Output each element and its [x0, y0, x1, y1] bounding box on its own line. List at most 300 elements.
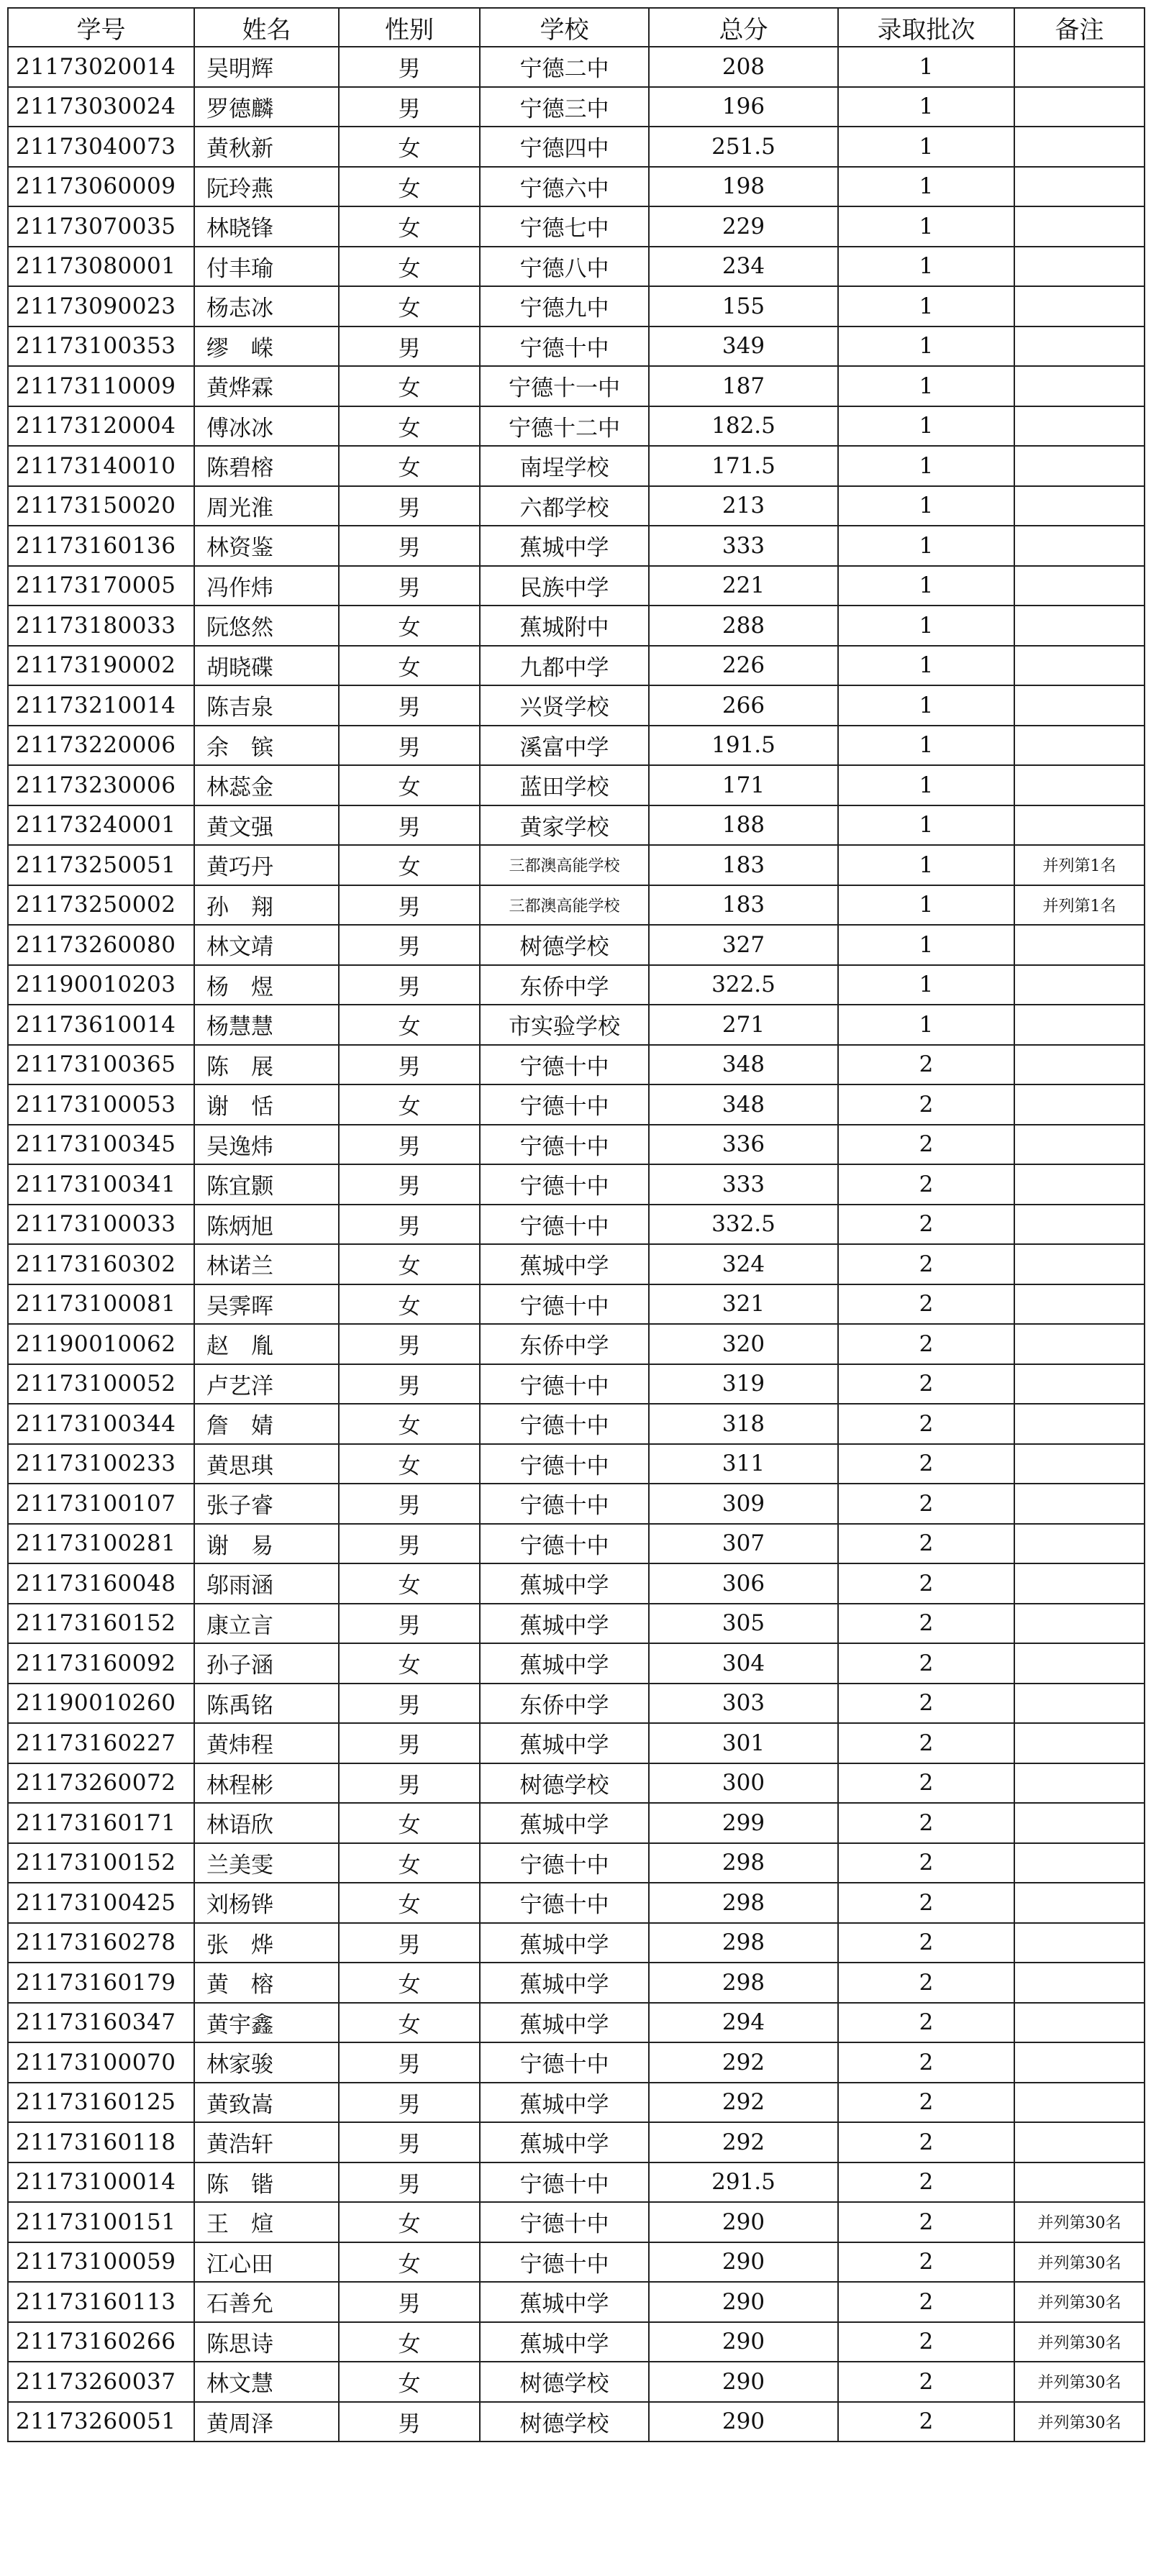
- cell-name: 谢 恬: [194, 1084, 339, 1125]
- cell-gender: 女: [339, 765, 480, 805]
- cell-student-id: 21173110009: [8, 366, 194, 406]
- cell-name: 康立言: [194, 1604, 339, 1644]
- cell-name: 胡晓碟: [194, 646, 339, 686]
- cell-student-id: 21173060009: [8, 167, 194, 207]
- cell-student-id: 21173100070: [8, 2042, 194, 2083]
- table-row: [8, 1604, 1145, 1644]
- table-row: [8, 1484, 1145, 1524]
- cell-remarks: [1014, 2042, 1145, 2083]
- cell-school: 宁德十中: [480, 1125, 649, 1165]
- cell-name: 詹 婧: [194, 1404, 339, 1444]
- cell-student-id: 21173100344: [8, 1404, 194, 1444]
- cell-remarks: [1014, 1404, 1145, 1444]
- cell-student-id: 21173020014: [8, 47, 194, 87]
- cell-name: 杨志冰: [194, 286, 339, 326]
- cell-student-id: 21173160092: [8, 1643, 194, 1684]
- cell-total-score: 198: [649, 167, 838, 207]
- cell-gender: 女: [339, 446, 480, 486]
- cell-gender: 女: [339, 1005, 480, 1045]
- cell-admission-batch: 2: [838, 1803, 1014, 1843]
- cell-name: 黄秋新: [194, 127, 339, 167]
- cell-school: 树德学校: [480, 2362, 649, 2402]
- table-row: [8, 1803, 1145, 1843]
- table-row: [8, 1324, 1145, 1364]
- cell-remarks: 并列第30名: [1014, 2202, 1145, 2242]
- cell-admission-batch: 1: [838, 47, 1014, 87]
- cell-student-id: 21173100053: [8, 1084, 194, 1125]
- cell-gender: 男: [339, 805, 480, 846]
- cell-name: 陈吉泉: [194, 685, 339, 726]
- cell-name: 黄炜程: [194, 1723, 339, 1763]
- cell-remarks: [1014, 1324, 1145, 1364]
- cell-school: 宁德十中: [480, 1205, 649, 1245]
- cell-remarks: [1014, 1604, 1145, 1644]
- cell-school: 宁德十中: [480, 1045, 649, 1085]
- cell-total-score: 348: [649, 1084, 838, 1125]
- cell-total-score: 251.5: [649, 127, 838, 167]
- cell-remarks: [1014, 566, 1145, 606]
- table-row: [8, 1684, 1145, 1724]
- cell-name: 余 镔: [194, 726, 339, 766]
- cell-school: 蕉城中学: [480, 2322, 649, 2362]
- cell-total-score: 304: [649, 1643, 838, 1684]
- cell-remarks: [1014, 47, 1145, 87]
- cell-remarks: [1014, 286, 1145, 326]
- cell-total-score: 208: [649, 47, 838, 87]
- cell-name: 罗德麟: [194, 87, 339, 127]
- cell-gender: 女: [339, 1084, 480, 1125]
- cell-total-score: 288: [649, 606, 838, 646]
- cell-admission-batch: 1: [838, 87, 1014, 127]
- table-row: [8, 2242, 1145, 2283]
- cell-name: 赵 胤: [194, 1324, 339, 1364]
- table-row: [8, 1524, 1145, 1564]
- cell-remarks: [1014, 925, 1145, 965]
- cell-student-id: 21173100152: [8, 1843, 194, 1883]
- table-row: [8, 1125, 1145, 1165]
- cell-student-id: 21173160113: [8, 2282, 194, 2322]
- table-row: [8, 646, 1145, 686]
- cell-total-score: 171: [649, 765, 838, 805]
- cell-remarks: [1014, 765, 1145, 805]
- cell-total-score: 188: [649, 805, 838, 846]
- cell-remarks: [1014, 1883, 1145, 1923]
- table-row: [8, 1563, 1145, 1604]
- cell-student-id: 21173160278: [8, 1923, 194, 1963]
- cell-admission-batch: 2: [838, 2083, 1014, 2123]
- cell-gender: 女: [339, 2202, 480, 2242]
- cell-remarks: [1014, 2122, 1145, 2162]
- cell-remarks: [1014, 446, 1145, 486]
- cell-student-id: 21173260051: [8, 2402, 194, 2442]
- cell-remarks: [1014, 526, 1145, 566]
- cell-admission-batch: 1: [838, 685, 1014, 726]
- cell-student-id: 21173220006: [8, 726, 194, 766]
- cell-gender: 男: [339, 2083, 480, 2123]
- cell-gender: 女: [339, 286, 480, 326]
- cell-remarks: [1014, 1643, 1145, 1684]
- cell-admission-batch: 2: [838, 2003, 1014, 2043]
- cell-total-score: 348: [649, 1045, 838, 1085]
- cell-student-id: 21190010062: [8, 1324, 194, 1364]
- table-row: [8, 286, 1145, 326]
- cell-school: 六都学校: [480, 486, 649, 526]
- cell-total-score: 309: [649, 1484, 838, 1524]
- cell-name: 林语欣: [194, 1803, 339, 1843]
- cell-name: 陈 锴: [194, 2162, 339, 2203]
- cell-name: 陈 展: [194, 1045, 339, 1085]
- cell-gender: 女: [339, 1284, 480, 1325]
- cell-remarks: 并列第30名: [1014, 2242, 1145, 2283]
- cell-name: 黄周泽: [194, 2402, 339, 2442]
- table-row: [8, 1164, 1145, 1205]
- cell-student-id: 21173160048: [8, 1563, 194, 1604]
- cell-school: 宁德十中: [480, 1164, 649, 1205]
- table-row: [8, 2003, 1145, 2043]
- cell-name: 林程彬: [194, 1763, 339, 1804]
- cell-remarks: [1014, 1803, 1145, 1843]
- table-row: [8, 1444, 1145, 1484]
- cell-admission-batch: 2: [838, 1604, 1014, 1644]
- cell-admission-batch: 2: [838, 1084, 1014, 1125]
- cell-name: 陈炳旭: [194, 1205, 339, 1245]
- cell-gender: 女: [339, 167, 480, 207]
- cell-name: 林诺兰: [194, 1244, 339, 1284]
- cell-student-id: 21173160171: [8, 1803, 194, 1843]
- cell-remarks: 并列第1名: [1014, 845, 1145, 885]
- table-row: [8, 1244, 1145, 1284]
- cell-student-id: 21173160125: [8, 2083, 194, 2123]
- cell-gender: 女: [339, 1244, 480, 1284]
- cell-name: 林家骏: [194, 2042, 339, 2083]
- table-row: [8, 805, 1145, 846]
- cell-remarks: [1014, 1005, 1145, 1045]
- cell-student-id: 21190010203: [8, 965, 194, 1005]
- cell-total-score: 336: [649, 1125, 838, 1165]
- cell-name: 林蕊金: [194, 765, 339, 805]
- cell-admission-batch: 1: [838, 446, 1014, 486]
- cell-student-id: 21173210014: [8, 685, 194, 726]
- cell-remarks: [1014, 1923, 1145, 1963]
- cell-remarks: [1014, 87, 1145, 127]
- cell-remarks: 并列第30名: [1014, 2402, 1145, 2442]
- cell-admission-batch: 1: [838, 925, 1014, 965]
- cell-total-score: 290: [649, 2242, 838, 2283]
- cell-name: 阮玲燕: [194, 167, 339, 207]
- cell-school: 宁德八中: [480, 247, 649, 287]
- cell-name: 兰美雯: [194, 1843, 339, 1883]
- cell-student-id: 21173260080: [8, 925, 194, 965]
- cell-school: 树德学校: [480, 2402, 649, 2442]
- cell-admission-batch: 2: [838, 1164, 1014, 1205]
- cell-gender: 女: [339, 606, 480, 646]
- table-row: [8, 885, 1145, 926]
- cell-admission-batch: 2: [838, 1723, 1014, 1763]
- cell-total-score: 298: [649, 1883, 838, 1923]
- header-admission-batch: 录取批次: [838, 8, 1014, 47]
- table-row: [8, 167, 1145, 207]
- cell-admission-batch: 1: [838, 965, 1014, 1005]
- cell-total-score: 266: [649, 685, 838, 726]
- cell-school: 宁德十二中: [480, 406, 649, 447]
- cell-school: 宁德十中: [480, 1404, 649, 1444]
- cell-school: 宁德十中: [480, 1284, 649, 1325]
- cell-gender: 男: [339, 2402, 480, 2442]
- cell-total-score: 292: [649, 2042, 838, 2083]
- cell-name: 周光淮: [194, 486, 339, 526]
- cell-gender: 男: [339, 1484, 480, 1524]
- table-row: [8, 2042, 1145, 2083]
- cell-student-id: 21173090023: [8, 286, 194, 326]
- header-remarks: 备注: [1014, 8, 1145, 47]
- cell-admission-batch: 1: [838, 765, 1014, 805]
- cell-remarks: [1014, 685, 1145, 726]
- cell-admission-batch: 2: [838, 1205, 1014, 1245]
- table-row: [8, 606, 1145, 646]
- cell-school: 蕉城中学: [480, 1923, 649, 1963]
- cell-total-score: 298: [649, 1963, 838, 2003]
- cell-student-id: 21173100341: [8, 1164, 194, 1205]
- table-row: [8, 2122, 1145, 2162]
- cell-name: 林文慧: [194, 2362, 339, 2402]
- cell-gender: 女: [339, 1643, 480, 1684]
- cell-gender: 女: [339, 1843, 480, 1883]
- cell-remarks: [1014, 406, 1145, 447]
- table-row: [8, 2162, 1145, 2203]
- cell-gender: 女: [339, 2242, 480, 2283]
- table-row: [8, 925, 1145, 965]
- cell-remarks: [1014, 1125, 1145, 1165]
- table-row: [8, 127, 1145, 167]
- cell-total-score: 324: [649, 1244, 838, 1284]
- cell-student-id: 21173190002: [8, 646, 194, 686]
- cell-school: 蕉城附中: [480, 606, 649, 646]
- table-row: [8, 526, 1145, 566]
- cell-admission-batch: 2: [838, 2362, 1014, 2402]
- table-row: [8, 1923, 1145, 1963]
- cell-total-score: 311: [649, 1444, 838, 1484]
- cell-school: 宁德三中: [480, 87, 649, 127]
- cell-student-id: 21173100365: [8, 1045, 194, 1085]
- cell-name: 石善允: [194, 2282, 339, 2322]
- cell-total-score: 290: [649, 2362, 838, 2402]
- table-row: [8, 366, 1145, 406]
- cell-student-id: 21173250051: [8, 845, 194, 885]
- cell-admission-batch: 1: [838, 286, 1014, 326]
- cell-gender: 女: [339, 127, 480, 167]
- cell-student-id: 21173100353: [8, 326, 194, 367]
- cell-school: 东侨中学: [480, 965, 649, 1005]
- cell-school: 宁德十一中: [480, 366, 649, 406]
- cell-name: 黄思琪: [194, 1444, 339, 1484]
- cell-total-score: 294: [649, 2003, 838, 2043]
- cell-remarks: [1014, 1843, 1145, 1883]
- cell-school: 宁德六中: [480, 167, 649, 207]
- cell-gender: 男: [339, 566, 480, 606]
- admission-list-table: [7, 7, 1145, 2442]
- cell-remarks: [1014, 326, 1145, 367]
- cell-school: 宁德十中: [480, 1364, 649, 1405]
- table-row: [8, 566, 1145, 606]
- cell-gender: 男: [339, 87, 480, 127]
- cell-admission-batch: 2: [838, 1125, 1014, 1165]
- cell-admission-batch: 2: [838, 1484, 1014, 1524]
- table-row: [8, 406, 1145, 447]
- cell-remarks: [1014, 1164, 1145, 1205]
- cell-total-score: 307: [649, 1524, 838, 1564]
- cell-total-score: 187: [649, 366, 838, 406]
- cell-name: 黄文强: [194, 805, 339, 846]
- table-row: [8, 1364, 1145, 1405]
- cell-total-score: 318: [649, 1404, 838, 1444]
- cell-total-score: 226: [649, 646, 838, 686]
- cell-name: 黄烨霖: [194, 366, 339, 406]
- cell-remarks: [1014, 1205, 1145, 1245]
- cell-school: 宁德十中: [480, 1883, 649, 1923]
- cell-gender: 男: [339, 486, 480, 526]
- table-row: [8, 2202, 1145, 2242]
- cell-remarks: [1014, 646, 1145, 686]
- cell-school: 宁德十中: [480, 1084, 649, 1125]
- cell-total-score: 183: [649, 845, 838, 885]
- cell-student-id: 21173100281: [8, 1524, 194, 1564]
- cell-school: 东侨中学: [480, 1324, 649, 1364]
- cell-student-id: 21173100052: [8, 1364, 194, 1405]
- cell-student-id: 21173100233: [8, 1444, 194, 1484]
- cell-admission-batch: 2: [838, 2402, 1014, 2442]
- cell-name: 黄浩轩: [194, 2122, 339, 2162]
- cell-name: 孙子涵: [194, 1643, 339, 1684]
- cell-remarks: [1014, 606, 1145, 646]
- cell-gender: 女: [339, 247, 480, 287]
- cell-student-id: 21173100059: [8, 2242, 194, 2283]
- cell-remarks: [1014, 247, 1145, 287]
- cell-gender: 女: [339, 1803, 480, 1843]
- cell-school: 宁德七中: [480, 206, 649, 247]
- cell-name: 林资鉴: [194, 526, 339, 566]
- cell-student-id: 21173070035: [8, 206, 194, 247]
- cell-name: 张子睿: [194, 1484, 339, 1524]
- cell-admission-batch: 2: [838, 1883, 1014, 1923]
- cell-total-score: 320: [649, 1324, 838, 1364]
- cell-school: 溪富中学: [480, 726, 649, 766]
- cell-admission-batch: 2: [838, 1284, 1014, 1325]
- cell-admission-batch: 1: [838, 526, 1014, 566]
- cell-gender: 女: [339, 1444, 480, 1484]
- cell-gender: 女: [339, 1404, 480, 1444]
- cell-remarks: [1014, 1045, 1145, 1085]
- cell-total-score: 290: [649, 2202, 838, 2242]
- cell-admission-batch: 2: [838, 1045, 1014, 1085]
- cell-total-score: 182.5: [649, 406, 838, 447]
- cell-name: 张 烨: [194, 1923, 339, 1963]
- cell-gender: 女: [339, 366, 480, 406]
- cell-remarks: [1014, 1444, 1145, 1484]
- cell-total-score: 299: [649, 1803, 838, 1843]
- table-row: [8, 326, 1145, 367]
- header-gender: 性别: [339, 8, 480, 47]
- cell-school: 蕉城中学: [480, 1604, 649, 1644]
- cell-gender: 男: [339, 2162, 480, 2203]
- cell-total-score: 234: [649, 247, 838, 287]
- cell-remarks: [1014, 2083, 1145, 2123]
- cell-name: 陈宜颢: [194, 1164, 339, 1205]
- cell-school: 蕉城中学: [480, 1803, 649, 1843]
- cell-total-score: 196: [649, 87, 838, 127]
- cell-gender: 男: [339, 885, 480, 926]
- cell-school: 宁德十中: [480, 1524, 649, 1564]
- cell-school: 黄家学校: [480, 805, 649, 846]
- cell-admission-batch: 2: [838, 1843, 1014, 1883]
- cell-gender: 男: [339, 1524, 480, 1564]
- cell-total-score: 305: [649, 1604, 838, 1644]
- cell-school: 宁德十中: [480, 2202, 649, 2242]
- cell-total-score: 290: [649, 2282, 838, 2322]
- cell-remarks: [1014, 1763, 1145, 1804]
- cell-school: 兴贤学校: [480, 685, 649, 726]
- cell-school: 宁德十中: [480, 1444, 649, 1484]
- cell-student-id: 21173140010: [8, 446, 194, 486]
- cell-student-id: 21173150020: [8, 486, 194, 526]
- cell-admission-batch: 2: [838, 1324, 1014, 1364]
- cell-gender: 男: [339, 1364, 480, 1405]
- cell-admission-batch: 1: [838, 326, 1014, 367]
- cell-total-score: 229: [649, 206, 838, 247]
- cell-student-id: 21173180033: [8, 606, 194, 646]
- cell-total-score: 300: [649, 1763, 838, 1804]
- table-row: [8, 1883, 1145, 1923]
- cell-admission-batch: 2: [838, 2242, 1014, 2283]
- cell-student-id: 21173120004: [8, 406, 194, 447]
- cell-remarks: [1014, 1084, 1145, 1125]
- cell-remarks: 并列第30名: [1014, 2362, 1145, 2402]
- cell-student-id: 21173260037: [8, 2362, 194, 2402]
- cell-gender: 女: [339, 406, 480, 447]
- cell-gender: 男: [339, 1684, 480, 1724]
- cell-school: 蕉城中学: [480, 2122, 649, 2162]
- cell-gender: 男: [339, 726, 480, 766]
- cell-admission-batch: 1: [838, 566, 1014, 606]
- cell-school: 蕉城中学: [480, 526, 649, 566]
- cell-total-score: 291.5: [649, 2162, 838, 2203]
- cell-admission-batch: 1: [838, 167, 1014, 207]
- cell-gender: 女: [339, 845, 480, 885]
- cell-name: 吴逸炜: [194, 1125, 339, 1165]
- cell-student-id: 21173100081: [8, 1284, 194, 1325]
- cell-gender: 男: [339, 1205, 480, 1245]
- cell-total-score: 333: [649, 1164, 838, 1205]
- cell-name: 傅冰冰: [194, 406, 339, 447]
- cell-school: 蕉城中学: [480, 1963, 649, 2003]
- table-row: [8, 2322, 1145, 2362]
- cell-total-score: 349: [649, 326, 838, 367]
- cell-admission-batch: 1: [838, 646, 1014, 686]
- cell-remarks: [1014, 1963, 1145, 2003]
- cell-remarks: [1014, 726, 1145, 766]
- cell-remarks: [1014, 1244, 1145, 1284]
- cell-gender: 女: [339, 2362, 480, 2402]
- table-row: [8, 1763, 1145, 1804]
- cell-school: 蕉城中学: [480, 1244, 649, 1284]
- table-row: [8, 965, 1145, 1005]
- cell-admission-batch: 1: [838, 366, 1014, 406]
- cell-remarks: [1014, 1524, 1145, 1564]
- cell-gender: 男: [339, 1723, 480, 1763]
- cell-gender: 男: [339, 1324, 480, 1364]
- cell-student-id: 21173080001: [8, 247, 194, 287]
- cell-student-id: 21173030024: [8, 87, 194, 127]
- cell-total-score: 322.5: [649, 965, 838, 1005]
